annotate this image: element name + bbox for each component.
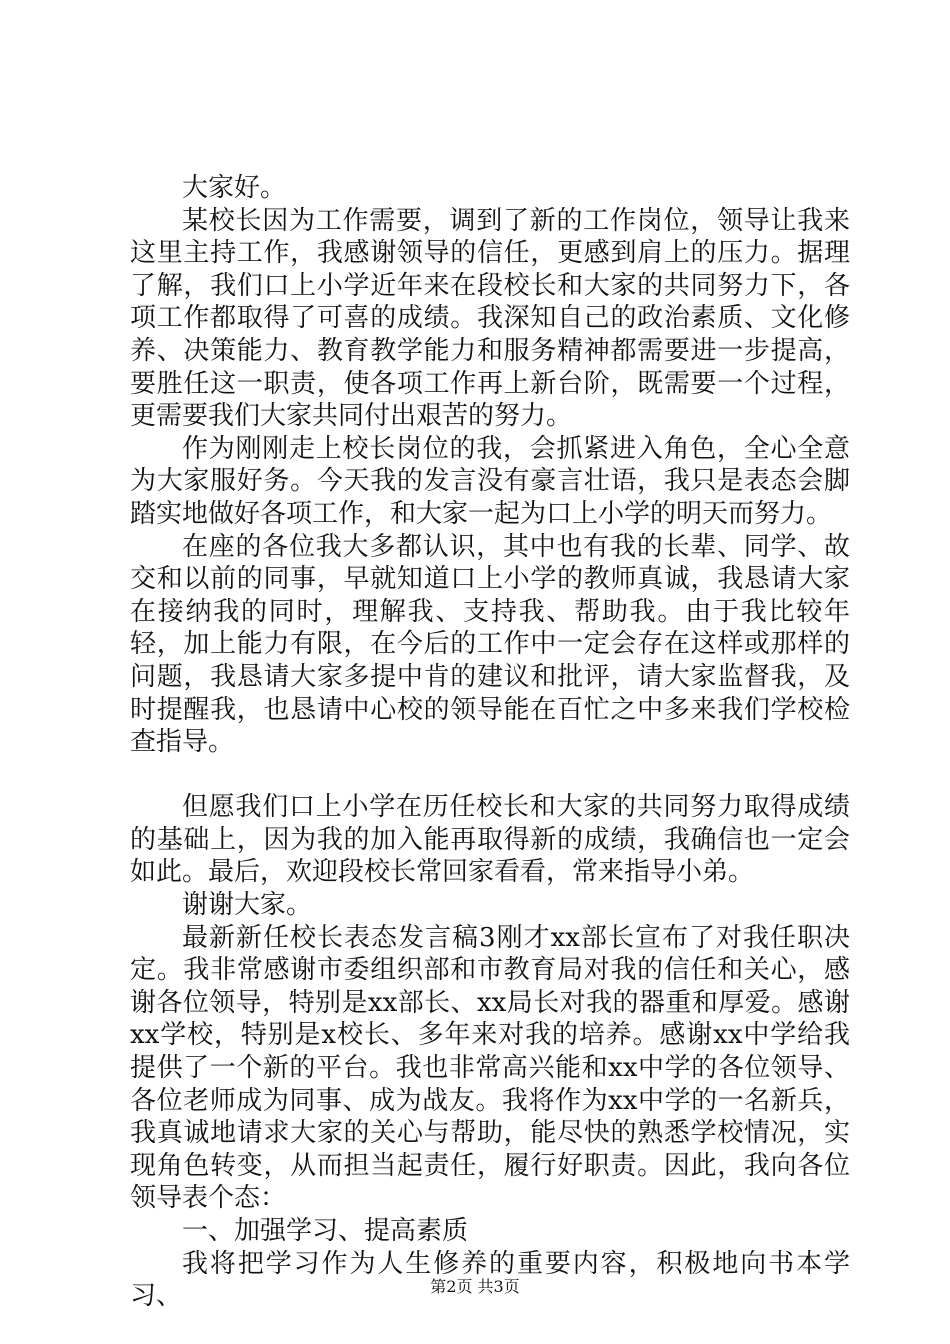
body-paragraph: 某校长因为工作需要，调到了新的工作岗位，领导让我来这里主持工作，我感谢领导的信任，更感到肩上的压力。据理了解，我们口上小学近年来在段校长和大家的共同努力下，各项工作都取得了可喜的成绩。我深知自己的政治素质、文化修养、决策能力、教育教学能力和服务精神都需要进一步提高，要胜任这一职责，使各项工作再上新台阶，既需要一个过程，更需要我们大家共同付出艰苦的努力。 <box>130 205 850 432</box>
document-body <box>130 172 850 1313</box>
greeting-paragraph: 大家好。 <box>182 173 287 203</box>
body-paragraph: 作为刚刚走上校长岗位的我，会抓紧进入角色，全心全意为大家服好务。今天我的发言没有豪言壮语，我只是表态会脚踏实地做好各项工作，和大家一起为口上小学的明天而努力。 <box>130 433 850 529</box>
section-heading: 一、加强学习、提高素质 <box>182 1216 469 1246</box>
body-paragraph: 但愿我们口上小学在历任校长和大家的共同努力取得成绩的基础上，因为我的加入能再取得新的成绩，我确信也一定会如此。最后，欢迎段校长常回家看看，常来指导小弟。 <box>130 792 850 888</box>
body-paragraph: 最新新任校长表态发言稿3刚才xx部长宣布了对我任职决定。我非常感谢市委组织部和市教育局对我的信任和关心，感谢各位领导，特别是xx部长、xx局长对我的器重和厚爱。感谢xx学校，特别是x校长、多年来对我的培养。感谢xx中学给我提供了一个新的平台。我也非常高兴能和xx中学的各位领导、各位老师成为同事、成为战友。我将作为xx中学的一名新兵，我真诚地请求大家的关心与帮助，能尽快的熟悉学校情况，实现角色转变，从而担当起责任，履行好职责。因此，我向各位领导表个态： <box>130 922 850 1214</box>
body-paragraph: 在座的各位我大多都认识，其中也有我的长辈、同学、故交和以前的同事，早就知道口上小学的教师真诚，我恳请大家在接纳我的同时，理解我、支持我、帮助我。由于我比较年轻，加上能力有限，在今后的工作中一定会存在这样或那样的问题，我恳请大家多提中肯的建议和批评，请大家监督我，及时提醒我，也恳请中心校的领导能在百忙之中多来我们学校检查指导。 <box>130 531 850 758</box>
paragraph-spacer <box>130 759 850 792</box>
body-paragraph: 我将把学习作为人生修养的重要内容，积极地向书本学习、 <box>130 1248 850 1312</box>
thanks-paragraph: 谢谢大家。 <box>182 890 313 921</box>
page-footer: 第2页 共3页 <box>430 1277 520 1296</box>
